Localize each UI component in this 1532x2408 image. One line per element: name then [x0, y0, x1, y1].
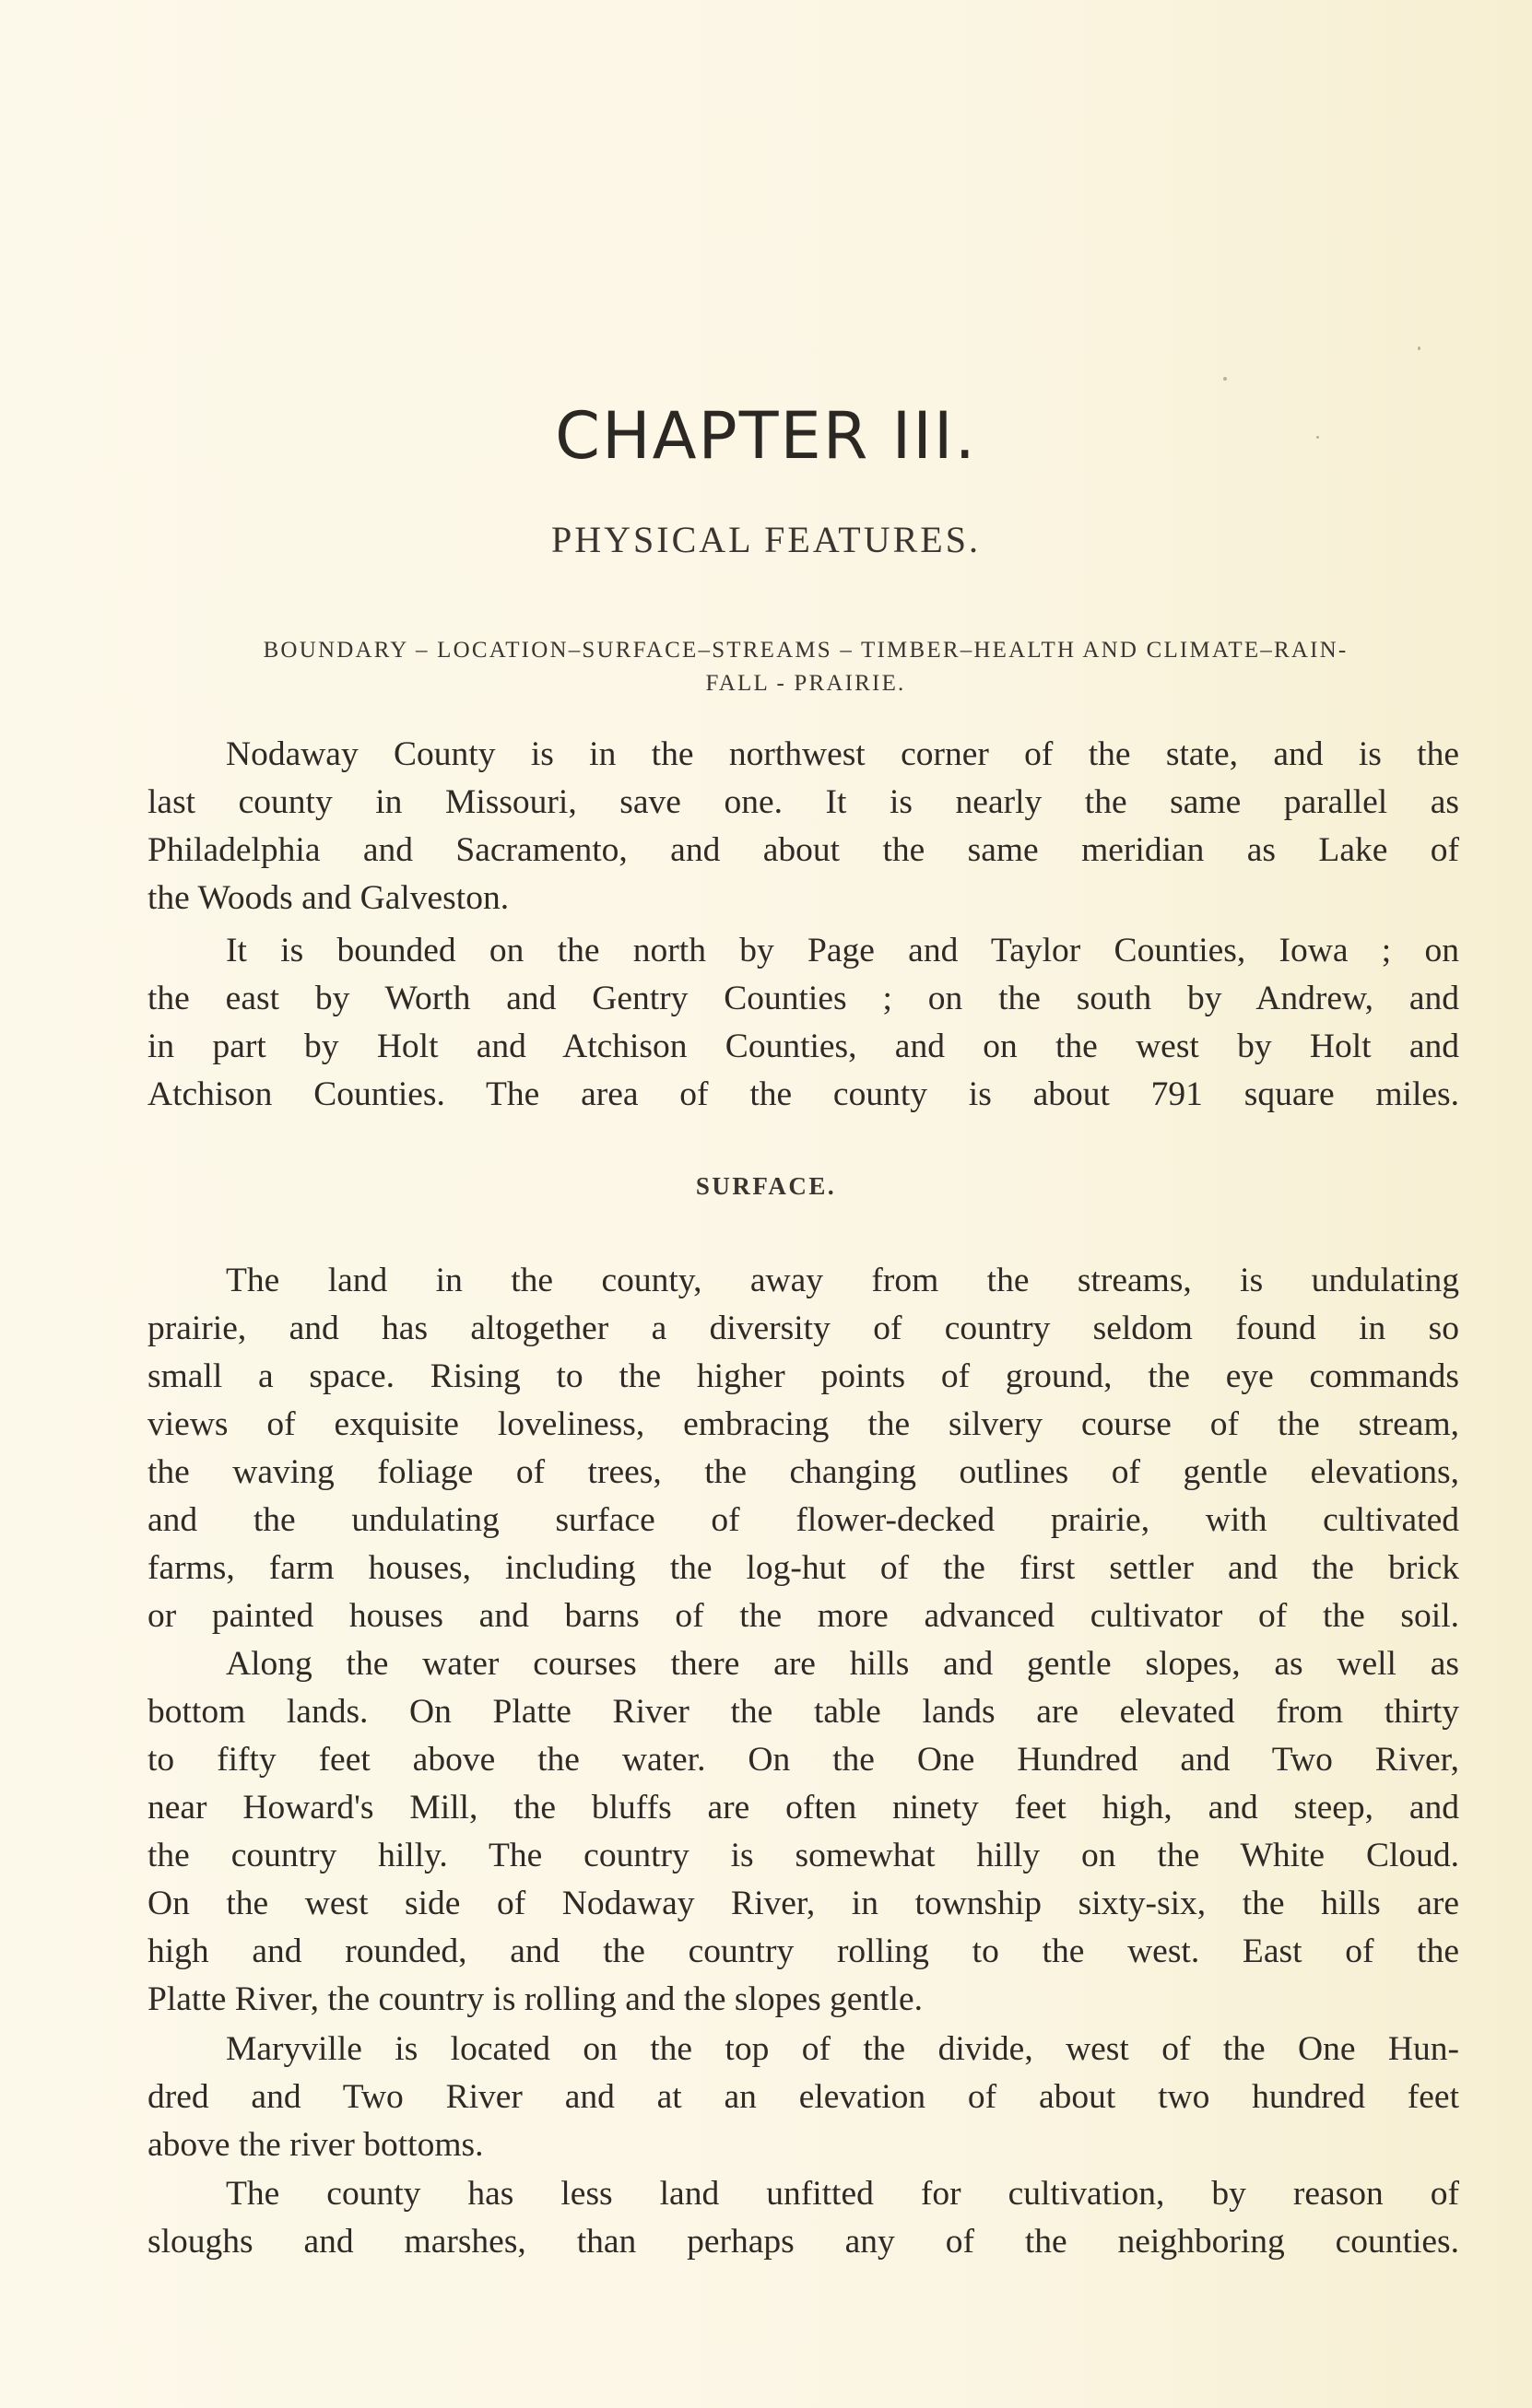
text-line: high and rounded, and the country rolling to the west. East of the — [147, 1932, 1459, 1970]
topics-line: FALL - PRAIRIE. — [705, 671, 906, 696]
text-line: small a space. Rising to the higher points of ground, the eye commands — [147, 1357, 1459, 1395]
text-line: near Howard's Mill, the bluffs are often ninety feet high, and steep, and — [147, 1789, 1459, 1827]
text-line: above the river bottoms. — [147, 2126, 484, 2164]
paragraph-surface — [147, 1257, 1459, 1640]
paragraph-cultivation — [147, 2170, 1459, 2266]
text-line: Atchison Counties. The area of the county is about 791 square miles. — [147, 1075, 1459, 1113]
text-line: Philadelphia and Sacramento, and about the same meridian as Lake of — [147, 831, 1459, 869]
paper-speck — [1223, 377, 1227, 381]
paragraph-boundary — [147, 927, 1459, 1119]
text-line: It is bounded on the north by Page and Taylor Counties, Iowa ; on — [226, 932, 1459, 969]
text-line: Maryville is located on the top of the divide, west of the One Hun- — [226, 2030, 1459, 2068]
paper-speck — [1418, 347, 1420, 350]
text-line: prairie, and has altogether a diversity of country seldom found in so — [147, 1310, 1459, 1347]
text-line: the east by Worth and Gentry Counties ; on the south by Andrew, and — [147, 980, 1459, 1017]
text-line: views of exquisite loveliness, embracing the silvery course of the stream, — [147, 1405, 1459, 1443]
paragraph-location — [147, 731, 1459, 922]
paragraph-maryville — [147, 2026, 1459, 2169]
text-line: and the undulating surface of flower-decked prairie, with cultivated — [147, 1501, 1459, 1539]
text-line: the Woods and Galveston. — [147, 879, 510, 917]
text-line: to fifty feet above the water. On the One Hundred and Two River, — [147, 1741, 1459, 1779]
section-heading-surface: SURFACE. — [695, 1172, 837, 1200]
text-line: last county in Missouri, save one. It is nearly the same parallel as — [147, 783, 1459, 821]
text-line: The land in the county, away from the streams, is undulating — [226, 1262, 1459, 1299]
text-line: Nodaway County is in the northwest corner of the state, and is the — [226, 735, 1459, 773]
topics-line: BOUNDARY – LOCATION–SURFACE–STREAMS – TIMBER–HEALTH AND CLIMATE–RAIN- — [263, 638, 1349, 663]
chapter-topics — [146, 634, 1466, 700]
text-line: Along the water courses there are hills and gentle slopes, as well as — [226, 1645, 1459, 1683]
text-line: sloughs and marshes, than perhaps any of the neighboring counties. — [147, 2223, 1459, 2261]
text-line: in part by Holt and Atchison Counties, and on the west by Holt and — [147, 1028, 1459, 1065]
text-line: bottom lands. On Platte River the table lands are elevated from thirty — [147, 1693, 1459, 1731]
text-line: the waving foliage of trees, the changing outlines of gentle elevations, — [147, 1453, 1459, 1491]
chapter-subtitle: PHYSICAL FEATURES. — [551, 519, 981, 560]
text-line: Platte River, the country is rolling and the slopes gentle. — [147, 1980, 924, 2018]
paragraph-water-courses — [147, 1640, 1459, 2024]
text-line: the country hilly. The country is somewhat hilly on the White Cloud. — [147, 1837, 1459, 1874]
text-line: dred and Two River and at an elevation of about two hundred feet — [147, 2078, 1459, 2116]
text-line: The county has less land unfitted for cultivation, by reason of — [226, 2175, 1459, 2213]
text-line: farms, farm houses, including the log-hut of the first settler and the brick — [147, 1549, 1459, 1587]
text-line: or painted houses and barns of the more advanced cultivator of the soil. — [147, 1597, 1459, 1635]
chapter-title: CHAPTER III. — [555, 398, 977, 474]
text-line: On the west side of Nodaway River, in township sixty-six, the hills are — [147, 1885, 1459, 1922]
